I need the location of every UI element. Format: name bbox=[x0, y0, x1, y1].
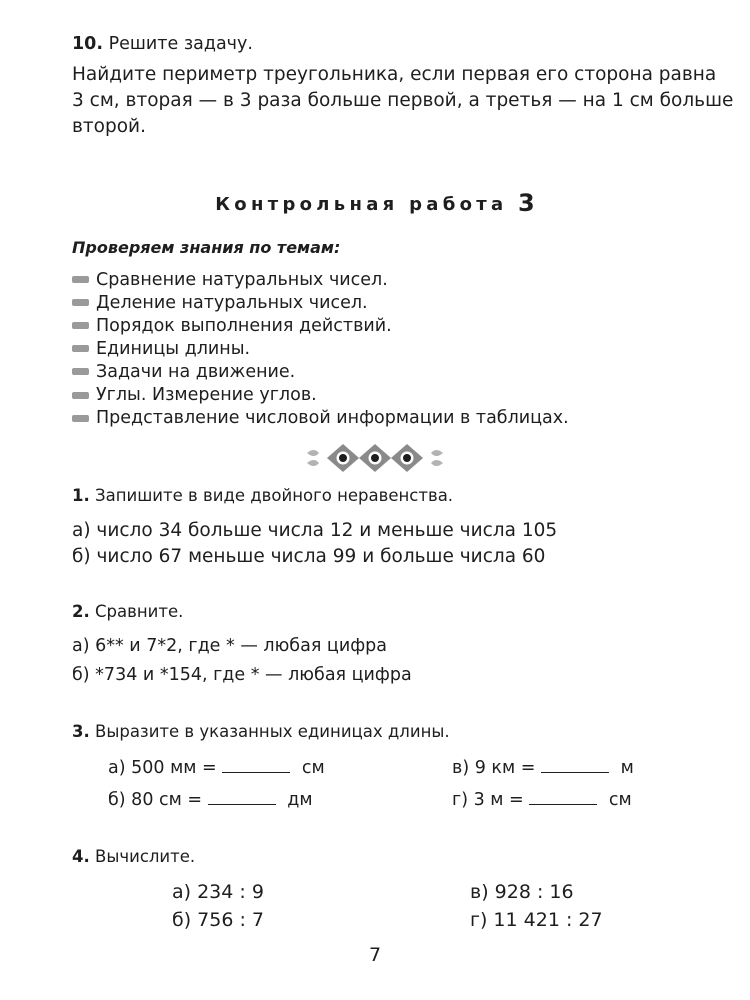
test-heading-number: 3 bbox=[518, 189, 535, 217]
bullet-marker bbox=[72, 345, 89, 352]
task-3-item-a-expression: а) 500 мм = bbox=[108, 758, 217, 778]
topic-label: Порядок выполнения действий. bbox=[96, 315, 392, 336]
task-3-item-b bbox=[108, 792, 313, 810]
task-3-item-g-unit: см bbox=[608, 790, 632, 810]
topic-item bbox=[72, 360, 569, 383]
page-number: 7 bbox=[368, 944, 382, 966]
answer-blank bbox=[222, 771, 290, 773]
task-1-title: Запишите в виде двойного неравенства. bbox=[95, 486, 454, 505]
answer-blank bbox=[541, 771, 609, 773]
task-4-number: 4. bbox=[72, 847, 90, 866]
topic-label: Представление числовой информации в таблицах. bbox=[96, 408, 569, 429]
bullet-marker bbox=[72, 276, 89, 283]
task-3-item-g-expression: г) 3 м = bbox=[452, 790, 524, 810]
task-10-line-1: Найдите периметр треугольника, если первая его сторона равна bbox=[72, 64, 717, 85]
ornament-divider-icon bbox=[305, 440, 445, 476]
task-1-header bbox=[72, 488, 453, 505]
topic-item bbox=[72, 314, 569, 337]
topic-item bbox=[72, 407, 569, 430]
topics-list bbox=[72, 268, 569, 430]
answer-blank bbox=[529, 803, 597, 805]
task-4-title: Вычислите. bbox=[95, 847, 196, 866]
topics-title: Проверяем знания по темам: bbox=[72, 238, 341, 257]
task-2-header bbox=[72, 604, 183, 621]
bullet-marker bbox=[72, 322, 89, 329]
task-4-header bbox=[72, 849, 195, 866]
task-3-title: Выразите в указанных единицах длины. bbox=[95, 722, 450, 741]
bullet-marker bbox=[72, 299, 89, 306]
task-1-item-a: а) число 34 больше числа 12 и меньше числа 105 bbox=[72, 520, 558, 541]
test-heading bbox=[0, 190, 750, 218]
topic-item bbox=[72, 291, 569, 314]
task-2-item-a: а) 6** и 7*2, где * — любая цифра bbox=[72, 636, 387, 656]
task-3-header bbox=[72, 724, 450, 741]
bullet-marker bbox=[72, 392, 89, 399]
task-10-header bbox=[72, 36, 253, 54]
task-2-number: 2. bbox=[72, 602, 90, 621]
task-10-title: Решите задачу. bbox=[108, 34, 253, 54]
task-10-line-2: 3 см, вторая — в 3 раза больше первой, а третья — на 1 см больше bbox=[72, 90, 734, 111]
task-1-number: 1. bbox=[72, 486, 90, 505]
topic-label: Сравнение натуральных чисел. bbox=[96, 269, 388, 290]
bullet-marker bbox=[72, 415, 89, 422]
topic-label: Деление натуральных чисел. bbox=[96, 292, 368, 313]
task-4-item-a: а) 234 : 9 bbox=[172, 881, 264, 903]
topic-label: Задачи на движение. bbox=[96, 361, 296, 382]
task-4-item-v: в) 928 : 16 bbox=[470, 881, 574, 903]
task-3-item-a bbox=[108, 760, 325, 778]
task-3-item-a-unit: см bbox=[301, 758, 325, 778]
topic-item bbox=[72, 383, 569, 406]
answer-blank bbox=[208, 803, 276, 805]
task-2-title: Сравните. bbox=[95, 602, 184, 621]
task-3-item-b-expression: б) 80 см = bbox=[108, 790, 203, 810]
task-4-item-g: г) 11 421 : 27 bbox=[470, 909, 603, 931]
topic-item bbox=[72, 268, 569, 291]
task-10-line-3: второй. bbox=[72, 116, 146, 137]
task-3-item-v bbox=[452, 760, 634, 778]
topic-item bbox=[72, 337, 569, 360]
task-10-number: 10. bbox=[72, 34, 104, 54]
task-3-item-g bbox=[452, 792, 632, 810]
task-3-item-v-unit: м bbox=[620, 758, 634, 778]
topic-label: Единицы длины. bbox=[96, 338, 251, 359]
task-2-item-b: б) *734 и *154, где * — любая цифра bbox=[72, 665, 412, 685]
task-1-item-b: б) число 67 меньше числа 99 и больше числа 60 bbox=[72, 546, 546, 567]
bullet-marker bbox=[72, 368, 89, 375]
task-4-item-b: б) 756 : 7 bbox=[172, 909, 265, 931]
task-3-item-b-unit: дм bbox=[287, 790, 313, 810]
task-3-item-v-expression: в) 9 км = bbox=[452, 758, 536, 778]
topic-label: Углы. Измерение углов. bbox=[96, 385, 317, 406]
task-3-number: 3. bbox=[72, 722, 90, 741]
test-heading-text: Контрольная работа bbox=[215, 194, 508, 215]
